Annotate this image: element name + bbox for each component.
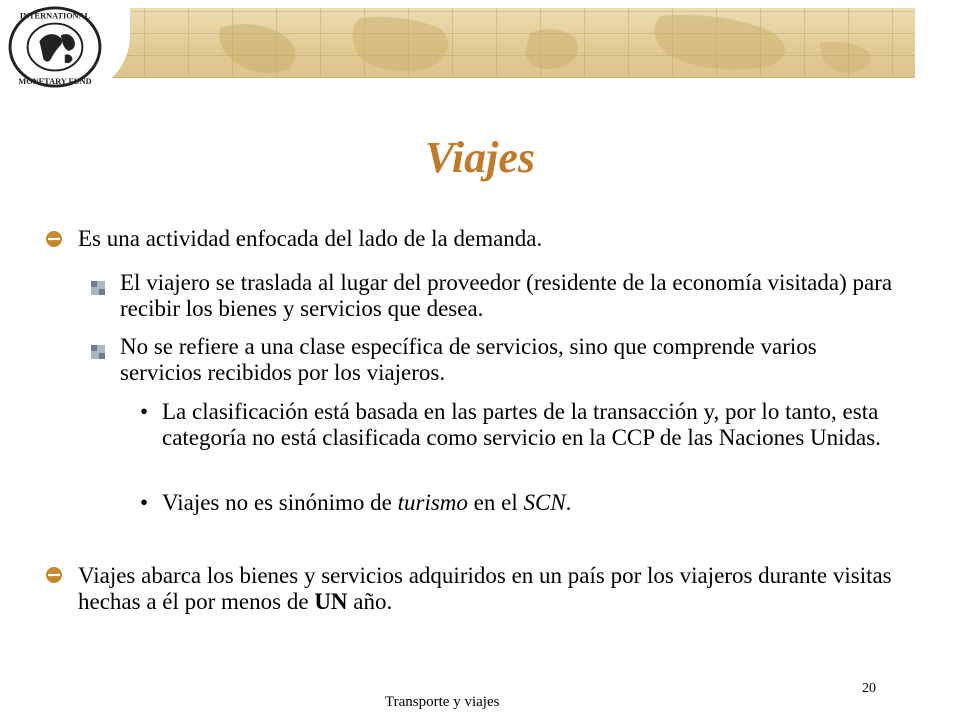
bullet-2-text: Viajes abarca los bienes y servicios adquiridos en un país por los viajeros durante visitas hechas a él por menos de UN año. — [78, 563, 892, 614]
bullet-1-text: Es una actividad enfocada del lado de la demanda. — [78, 226, 543, 251]
svg-text:MONETARY FUND: MONETARY FUND — [18, 77, 92, 87]
world-map-graphic — [100, 8, 915, 78]
header-banner — [100, 8, 915, 78]
sub-sub-bullet-1-text: La clasificación está basada en las partes de la transacción y, por lo tanto, esta categoría no está clasificada como servicio en la CCP de las Naciones Unidas. — [162, 399, 881, 450]
slide-title: Viajes — [424, 133, 536, 182]
logo-area — [0, 0, 130, 95]
bullet-circle-icon — [44, 229, 64, 249]
bullet-circle-icon — [44, 565, 64, 585]
sub-bullet-square-icon — [90, 344, 106, 360]
sub-bullet-square-icon — [90, 280, 106, 296]
bullet-dot: • — [140, 490, 149, 515]
svg-text:INTERNATIONAL: INTERNATIONAL — [19, 11, 91, 21]
imf-seal-logo — [6, 4, 104, 90]
page-number: 20 — [862, 681, 876, 696]
footer-label: Transporte y viajes — [385, 694, 500, 710]
bullet-dot: • — [140, 399, 149, 424]
sub-sub-bullet-2-text: Viajes no es sinónimo de turismo en el SCN. — [162, 490, 572, 515]
sub-bullet-1-text: El viajero se traslada al lugar del proveedor (residente de la economía visitada) para recibir los bienes y servicios que desea. — [120, 270, 893, 321]
sub-bullet-2-text: No se refiere a una clase específica de servicios, sino que comprende varios servicios recibidos por los viajeros. — [120, 334, 817, 385]
